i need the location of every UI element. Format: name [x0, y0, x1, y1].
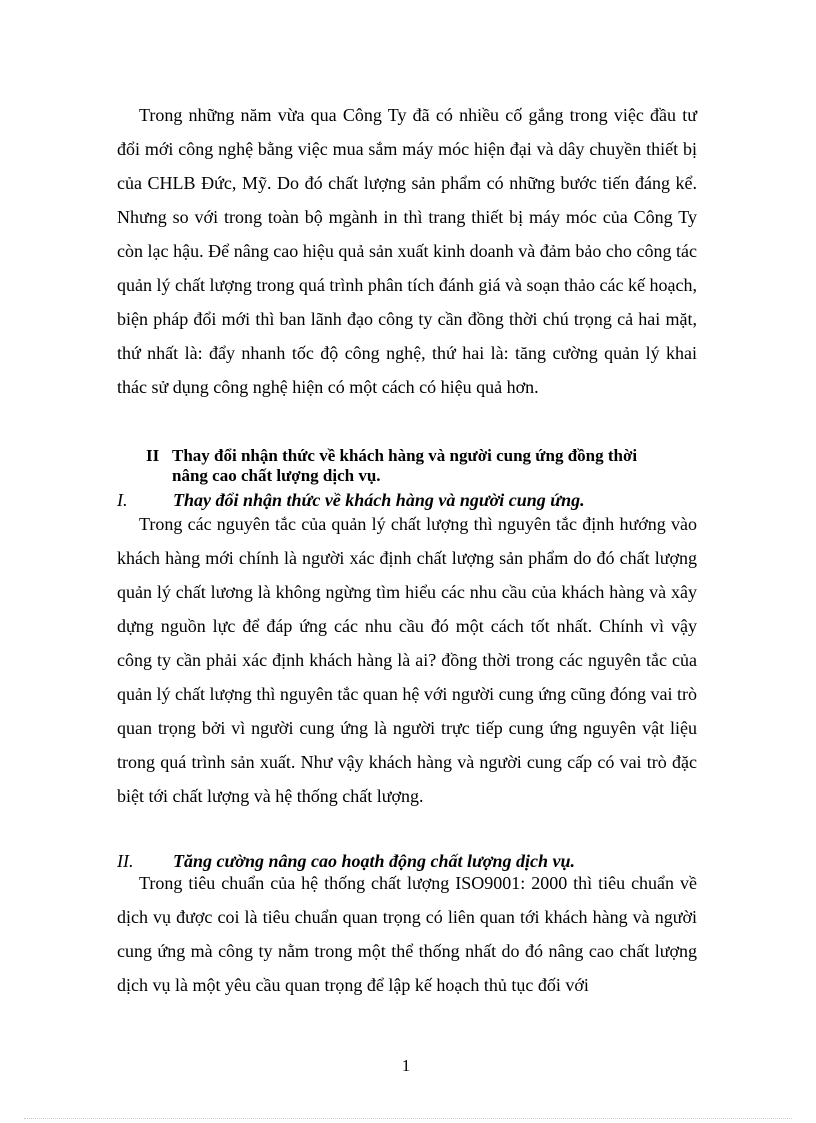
- section-heading-line-1: Thay đổi nhận thức về khách hàng và người cung ứng đồng thời: [172, 446, 638, 465]
- subsection-2-title: Tăng cường nâng cao hoạth động chất lượng dịch vụ.: [173, 851, 575, 871]
- body-paragraph-service: Trong tiêu chuẩn của hệ thống chất lượng ISO9001: 2000 thì tiêu chuẩn về dịch vụ được coi là tiêu chuẩn quan trọng có liên quan tới khách hàng và người cung ứng mà công ty nằm trong một thể thống nhất do đó nâng cao chất lượng dịch vụ là một yêu cầu quan trọng để lập kế hoạch thủ tục đối với: [117, 873, 697, 995]
- body-paragraph-customers: Trong các nguyên tắc của quản lý chất lượng thì nguyên tắc định hướng vào khách hàng mới chính là người xác định chất lượng sản phẩm do đó chất lượng quản lý chất lương là không ngừng tìm hiểu các nhu cầu của khách hàng và xây dựng nguồn lực để đáp ứng các nhu cầu đó một cách tốt nhất. Chính vì vậy công ty cần phải xác định khách hàng là ai? đồng thời trong các nguyên tắc của quản lý chất lượng thì nguyên tắc quan hệ với người cung ứng cũng đóng vai trò quan trọng bởi vì người cung ứng là người trực tiếp cung ứng nguyên vật liệu trong quá trình sản xuất. Như vậy khách hàng và người cung cấp có vai trò đặc biệt tới chất lượng và hệ thống chất lượng.: [117, 514, 697, 806]
- section-heading: [146, 446, 706, 486]
- body-paragraph-technology: Trong những năm vừa qua Công Ty đã có nhiều cố gắng trong việc đầu tư đổi mới công nghệ bằng việc mua sắm máy móc hiện đại và dây chuyền thiết bị của CHLB Đức, Mỹ. Do đó chất lượng sản phẩm có những bước tiến đáng kể. Nhưng so với trong toàn bộ mgành in thì trang thiết bị máy móc của Công Ty còn lạc hậu. Để nâng cao hiệu quả sản xuất kinh doanh và đảm bảo cho công tác quản lý chất lượng trong quá trình phân tích đánh giá và soạn thảo các kế hoạch, biện pháp đổi mới thì ban lãnh đạo công ty cần đồng thời chú trọng cả hai mặt, thứ nhất là: đẩy nhanh tốc độ công nghệ, thứ hai là: tăng cường quản lý khai thác sử dụng công nghệ hiện có một cách có hiệu quả hơn.: [117, 105, 697, 397]
- page-number: 1: [401, 1056, 411, 1075]
- section-heading-line-2: nâng cao chất lượng dịch vụ.: [172, 466, 381, 485]
- subsection-1-title: Thay đổi nhận thức về khách hàng và người cung ứng.: [173, 490, 585, 510]
- subsection-1-number: I.: [117, 490, 128, 510]
- section-heading-number: II: [146, 446, 160, 465]
- subsection-2-number: II.: [117, 851, 134, 871]
- footer-divider: [24, 1118, 792, 1119]
